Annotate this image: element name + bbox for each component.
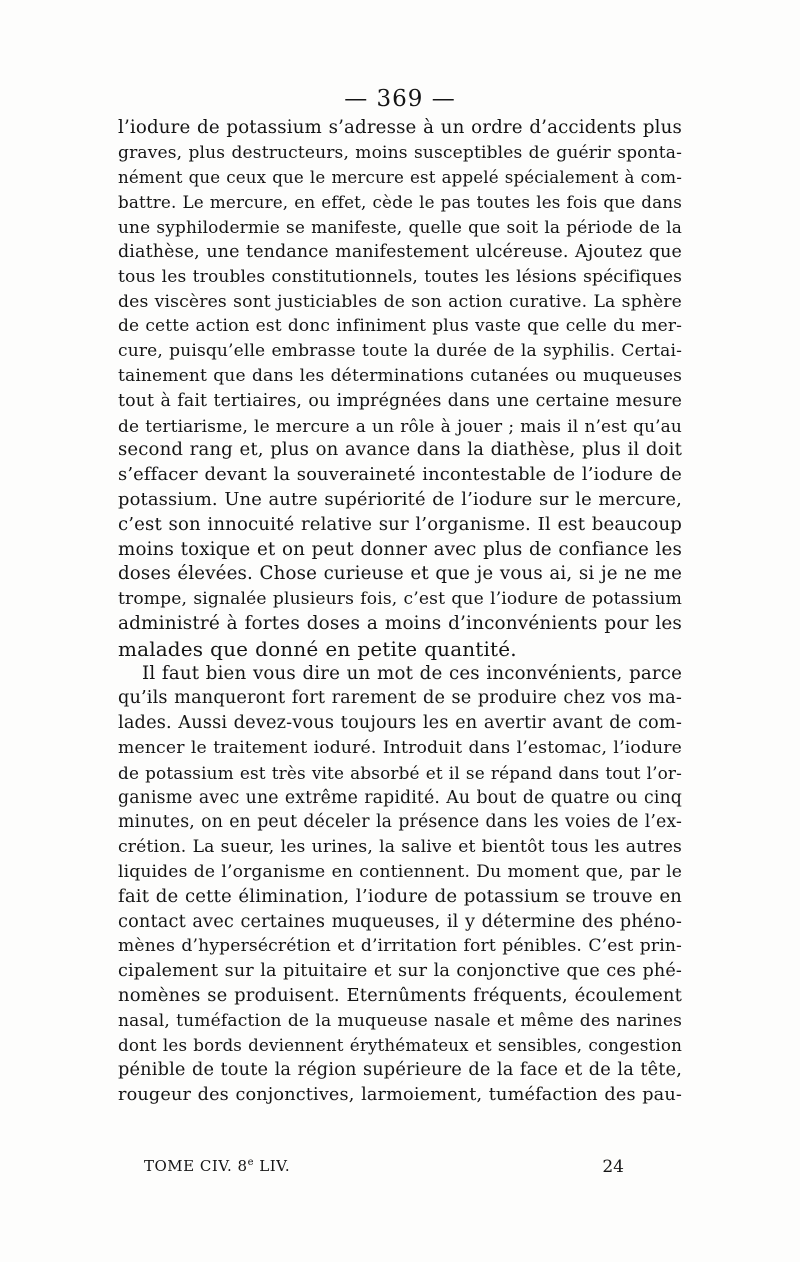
text-line: de potassium est très vite absorbé et il se répand dans tout l’or- — [118, 762, 682, 783]
signature-issue: LIV. — [254, 1157, 291, 1175]
text-line: qu’ils manqueront fort rarement de se produire chez vos ma- — [118, 688, 682, 709]
text-line: ganisme avec une extrême rapidité. Au bout de quatre ou cinq — [118, 787, 682, 808]
text-line: de tertiarisme, le mercure a un rôle à jouer ; mais il n’est qu’au — [118, 415, 682, 436]
text-line: nasal, tuméfaction de la muqueuse nasale et même des narines — [118, 1010, 682, 1031]
signature-superscript: e — [247, 1157, 254, 1168]
text-line: mencer le traitement ioduré. Introduit dans l’estomac, l’iodure — [118, 737, 682, 758]
text-line: s’effacer devant la souveraineté incontestable de l’iodure de — [118, 464, 682, 486]
text-line: pénible de toute la région supérieure de la face et de la tête, — [118, 1060, 682, 1081]
paragraph-end-line: malades que donné en petite quantité. — [118, 636, 517, 661]
text-line: graves, plus destructeurs, moins susceptibles de guérir sponta- — [118, 142, 682, 163]
text-line: second rang et, plus on avance dans la diathèse, plus il doit — [118, 439, 682, 461]
text-line: l’iodure de potassium s’adresse à un ordre d’accidents plus — [118, 117, 682, 138]
page-footer — [144, 1157, 624, 1181]
text-line: crétion. La sueur, les urines, la salive et bientôt tous les autres — [118, 837, 682, 858]
text-line: trompe, signalée plusieurs fois, c’est que l’iodure de potassium — [118, 589, 682, 610]
text-line: potassium. Une autre supériorité de l’iodure sur le mercure, — [118, 488, 682, 510]
text-line: tout à fait tertiaires, ou imprégnées dans une certaine mesure — [118, 390, 682, 411]
text-line: tous les troubles constitutionnels, toutes les lésions spécifiques — [118, 266, 682, 287]
text-line: une syphilodermie se manifeste, quelle que soit la période de la — [118, 217, 682, 238]
text-line: moins toxique et on peut donner avec plus de confiance les — [118, 538, 682, 560]
signature-volume: TOME CIV. 8 — [144, 1157, 248, 1175]
text-line: de cette action est donc infiniment plus vaste que celle du mer- — [118, 316, 682, 337]
text-line: contact avec certaines muqueuses, il y détermine des phéno- — [118, 911, 682, 932]
sheet-number: 24 — [602, 1157, 624, 1177]
text-line: tainement que dans les déterminations cutanées ou muqueuses — [118, 365, 682, 386]
text-line: nément que ceux que le mercure est appelé spécialement à com- — [118, 167, 682, 187]
text-line: battre. Le mercure, en effet, cède le pas toutes les fois que dans — [118, 192, 682, 213]
text-line: fait de cette élimination, l’iodure de potassium se trouve en — [118, 885, 682, 907]
body-text — [118, 116, 682, 1108]
text-line: des viscères sont justiciables de son action curative. La sphère — [118, 291, 682, 312]
text-line: nomènes se produisent. Eternûments fréquents, écoulement — [118, 984, 682, 1006]
text-line: dont les bords deviennent érythémateux et sensibles, congestion — [118, 1035, 682, 1056]
page-number: — 369 — — [344, 86, 456, 112]
text-line: minutes, on en peut déceler la présence dans les voies de l’ex- — [118, 812, 682, 833]
text-line: cure, puisqu’elle embrasse toute la durée de la syphilis. Certai- — [118, 341, 682, 362]
text-line: c’est son innocuité relative sur l’organisme. Il est beaucoup — [118, 513, 682, 535]
paragraph-start-line: Il faut bien vous dire un mot de ces inconvénients, parce — [142, 662, 682, 684]
text-line: doses élevées. Chose curieuse et que je vous ai, si je ne me — [118, 563, 682, 585]
text-line: cipalement sur la pituitaire et sur la conjonctive que ces phé- — [118, 961, 682, 982]
text-line: lades. Aussi devez-vous toujours les en avertir avant de com- — [118, 713, 682, 734]
text-line: diathèse, une tendance manifestement ulcéreuse. Ajoutez que — [118, 241, 682, 262]
text-line: administré à fortes doses a moins d’inconvénients pour les — [118, 612, 682, 634]
text-line: mènes d’hypersécrétion et d’irritation fort pénibles. C’est prin- — [118, 936, 682, 957]
text-line: rougeur des conjonctives, larmoiement, tuméfaction des pau- — [118, 1085, 682, 1106]
text-line: liquides de l’organisme en contiennent. Du moment que, par le — [118, 861, 682, 882]
signature-mark — [144, 1157, 290, 1175]
